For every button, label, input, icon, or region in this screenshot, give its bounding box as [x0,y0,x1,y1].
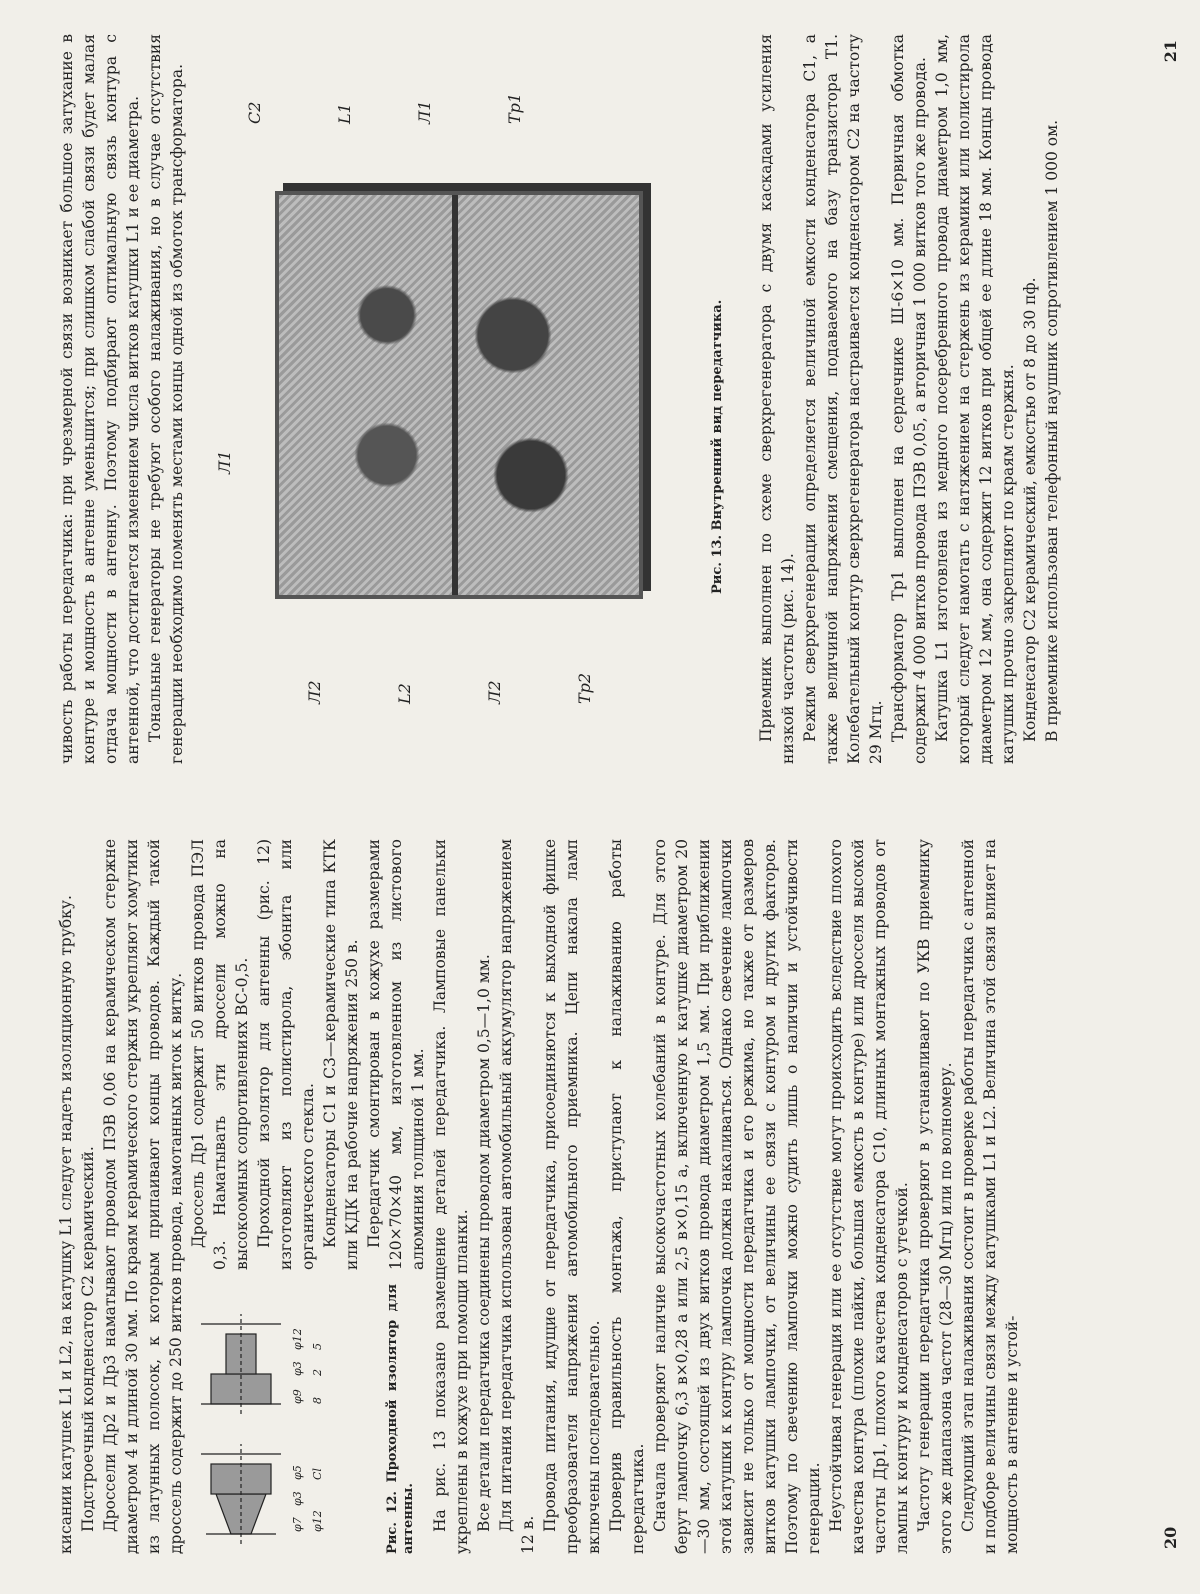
paragraph: Трансформатор Тр1 выполнен на сердечнике Ш-6×10 мм. Первичная обмотка содержит 4 000 витков провода ПЭВ 0,05, а вторичная 1 000 витков того же провода. [889,34,929,764]
dim-label: φ12 [291,1328,304,1350]
paragraph: На рис. 13 показано размещение деталей передатчика. Ламповые панельки укреплены в кожухе при помощи планки. [431,839,471,1554]
dim-label: 5 [311,1343,324,1350]
dim-label: φ7 [291,1517,304,1532]
transmitter-photo [275,191,643,599]
dim-label: φ3 [291,1361,304,1376]
dim-label: φ9 [291,1389,304,1404]
paragraph: Сначала проверяют наличие высокочастотных колебаний в контуре. Для этого берут лампочку 6,3 в×0,28 а или 2,5 в×0,15 а, включенную к катушке диаметром 20—30 мм, состоящей из двух витков провода диаметром 1,5 мм. При приближении этой катушки к контуру лампочка должна накаливаться. Однако свечение лампочки зависит не только от мощности передатчика и его режима, но также от размеров витков катушки лампочки, от величины ее связи с контуром и других факторов. Поэтому по свечению лампочки можно судить лишь о наличии и устойчивости генерации. [651,839,823,1554]
figure-12 [191,1284,417,1554]
paragraph: кисании катушек L1 и L2, на катушку L1 следует надеть изоляционную трубку. [57,895,75,1554]
label-Tr1: Тр1 [505,92,524,124]
dim-label: 8 [311,1397,324,1404]
dim-label: Cl [311,1468,324,1480]
paragraph: Подстроечный конденсатор С2 керамический. [79,1146,97,1532]
label-Tr2: Тр2 [575,672,594,704]
dim-label: φ5 [291,1465,304,1480]
label-L2-lamp-lower: Л2 [485,680,504,704]
page-21-top-text [56,34,188,764]
paragraph: Передатчик смонтирован в кожухе размерами 120×70×40 мм, изготовленном из листового алюминия толщиной 1 мм. [365,839,427,1270]
figure-13 [205,34,735,764]
paragraph: Проверив правильность монтажа, приступают к налаживанию работы передатчика. [607,839,647,1554]
paragraph: Тональные генераторы не требуют особого налаживания, но в случае отсутствия генерации необходимо поменять местами концы одной из обмоток трансформатора. [146,34,186,764]
page-21-bottom-text [755,34,1063,764]
paragraph: Для питания передатчика использован автомобильный аккумулятор напряжением 12 в. [497,839,537,1554]
paragraph: Частоту генерации передатчика проверяют в устанавливают по УКВ приемнику этого же диапазона частот (28—30 Мгц) или по волномеру. [915,839,955,1554]
label-L1-lamp-right: Л1 [415,100,434,124]
page-number: 20 [1161,1526,1180,1549]
paragraph: Катушка L1 изготовлена из медного посеребренного провода диаметром 1,0 мм, который следует намотать с натяжением на стержень из керамики или полистирола диаметром 12 мм, она содержит 12 витков при общей ее длине 18 мм. Концы провода катушки прочно закрепляют по краям стержня. [933,34,1017,764]
paragraph: Приемник выполнен по схеме сверхрегенератора с двумя каскадами усиления низкой частоты (рис. 14). [757,34,797,764]
insulator-drawing [191,1284,381,1554]
paragraph: Все детали передатчика соединены проводом диаметром 0,5—1,0 мм. [475,954,493,1532]
paragraph: Проходной изолятор для антенны (рис. 12) изготовляют из полистирола, эбонита или органического стекла. [255,839,317,1270]
dim-label: φ12 [311,1510,324,1532]
label-L1-lamp: Л1 [215,450,234,474]
paragraph: Следующий этап налаживания состоит в проверке работы передатчика с антенной и подборе величины связи между катушками L1 и L2. Величина этой связи влияет на мощность в антенне и устой- [959,839,1021,1554]
dim-label: 2 [311,1369,324,1376]
paragraph: Конденсаторы С1 и С3—керамические типа КТК или КДК на рабочие напряжения 250 в. [321,839,361,1270]
paragraph: Режим сверхрегенерации определяется величиной емкости конденсатора С1, а также величиной напряжения смещения, подаваемого на базу транзистора Т1. Колебательный контур сверхрегенератора настраивается конденсатором С2 на частоту 29 Мгц. [801,34,885,764]
paragraph: Неустойчивая генерация или ее отсутствие могут происходить вследствие плохого качества контура (плохие пайки, большая емкость в контуре) или дросселя высокой частоты Др1, плохого качества конденсатора С10, длинных монтажных проводов от лампы к контуру и конденсаторов с утечкой. [827,839,911,1554]
label-L1-coil: L1 [335,103,354,124]
paragraph: Дроссель Др1 содержит 50 витков провода ПЭЛ 0,3. Наматывать эти дроссели можно на высокоомных сопротивлениях ВС-0,5. [189,839,251,1270]
paragraph: Дроссели Др2 и Др3 наматывают проводом ПЭВ 0,06 на керамическом стержне диаметром 4 и длиной 30 мм. По краям керамического стержня укрепляют хомутики из латунных полосок, к которым припаивают концы проводов. Каждый такой дроссель содержит до 250 витков провода, намотанных виток к витку. [101,839,185,1554]
label-L2-lamp: Л2 [305,680,324,704]
paragraph: Конденсатор С2 керамический, емкостью от 8 до 30 пф. [1021,277,1039,742]
page-21 [0,0,1200,794]
paragraph: В приемнике использован телефонный наушник сопротивлением 1 000 ом. [1043,119,1061,742]
label-L2-coil: L2 [395,683,414,704]
page-20 [0,799,1200,1594]
dim-label: φ3 [291,1491,304,1506]
label-C2: С2 [245,101,264,124]
page-number: 21 [1161,40,1180,63]
figure-13-caption: Рис. 13. Внутренний вид передатчика. [710,299,725,594]
paragraph: чивость работы передатчика: при чрезмерной связи возникает большое затухание в контуре и мощность в антенне уменьшится; при слишком слабой связи будет малая отдача мощности в антенну. Поэтому подбирают оптимальную связь контура с антенной, что достигается изменением числа витков катушки L1 и ее диаметра. [58,34,142,764]
page-20-text [55,839,1023,1554]
paragraph: Провода питания, идущие от передатчика, присоединяются к выходной фишке преобразователя напряжения автомобильного приемника. Цепи накала ламп включены последовательно. [541,839,603,1554]
figure-12-caption: Рис. 12. Проходной изолятор для антенны. [385,1284,416,1554]
